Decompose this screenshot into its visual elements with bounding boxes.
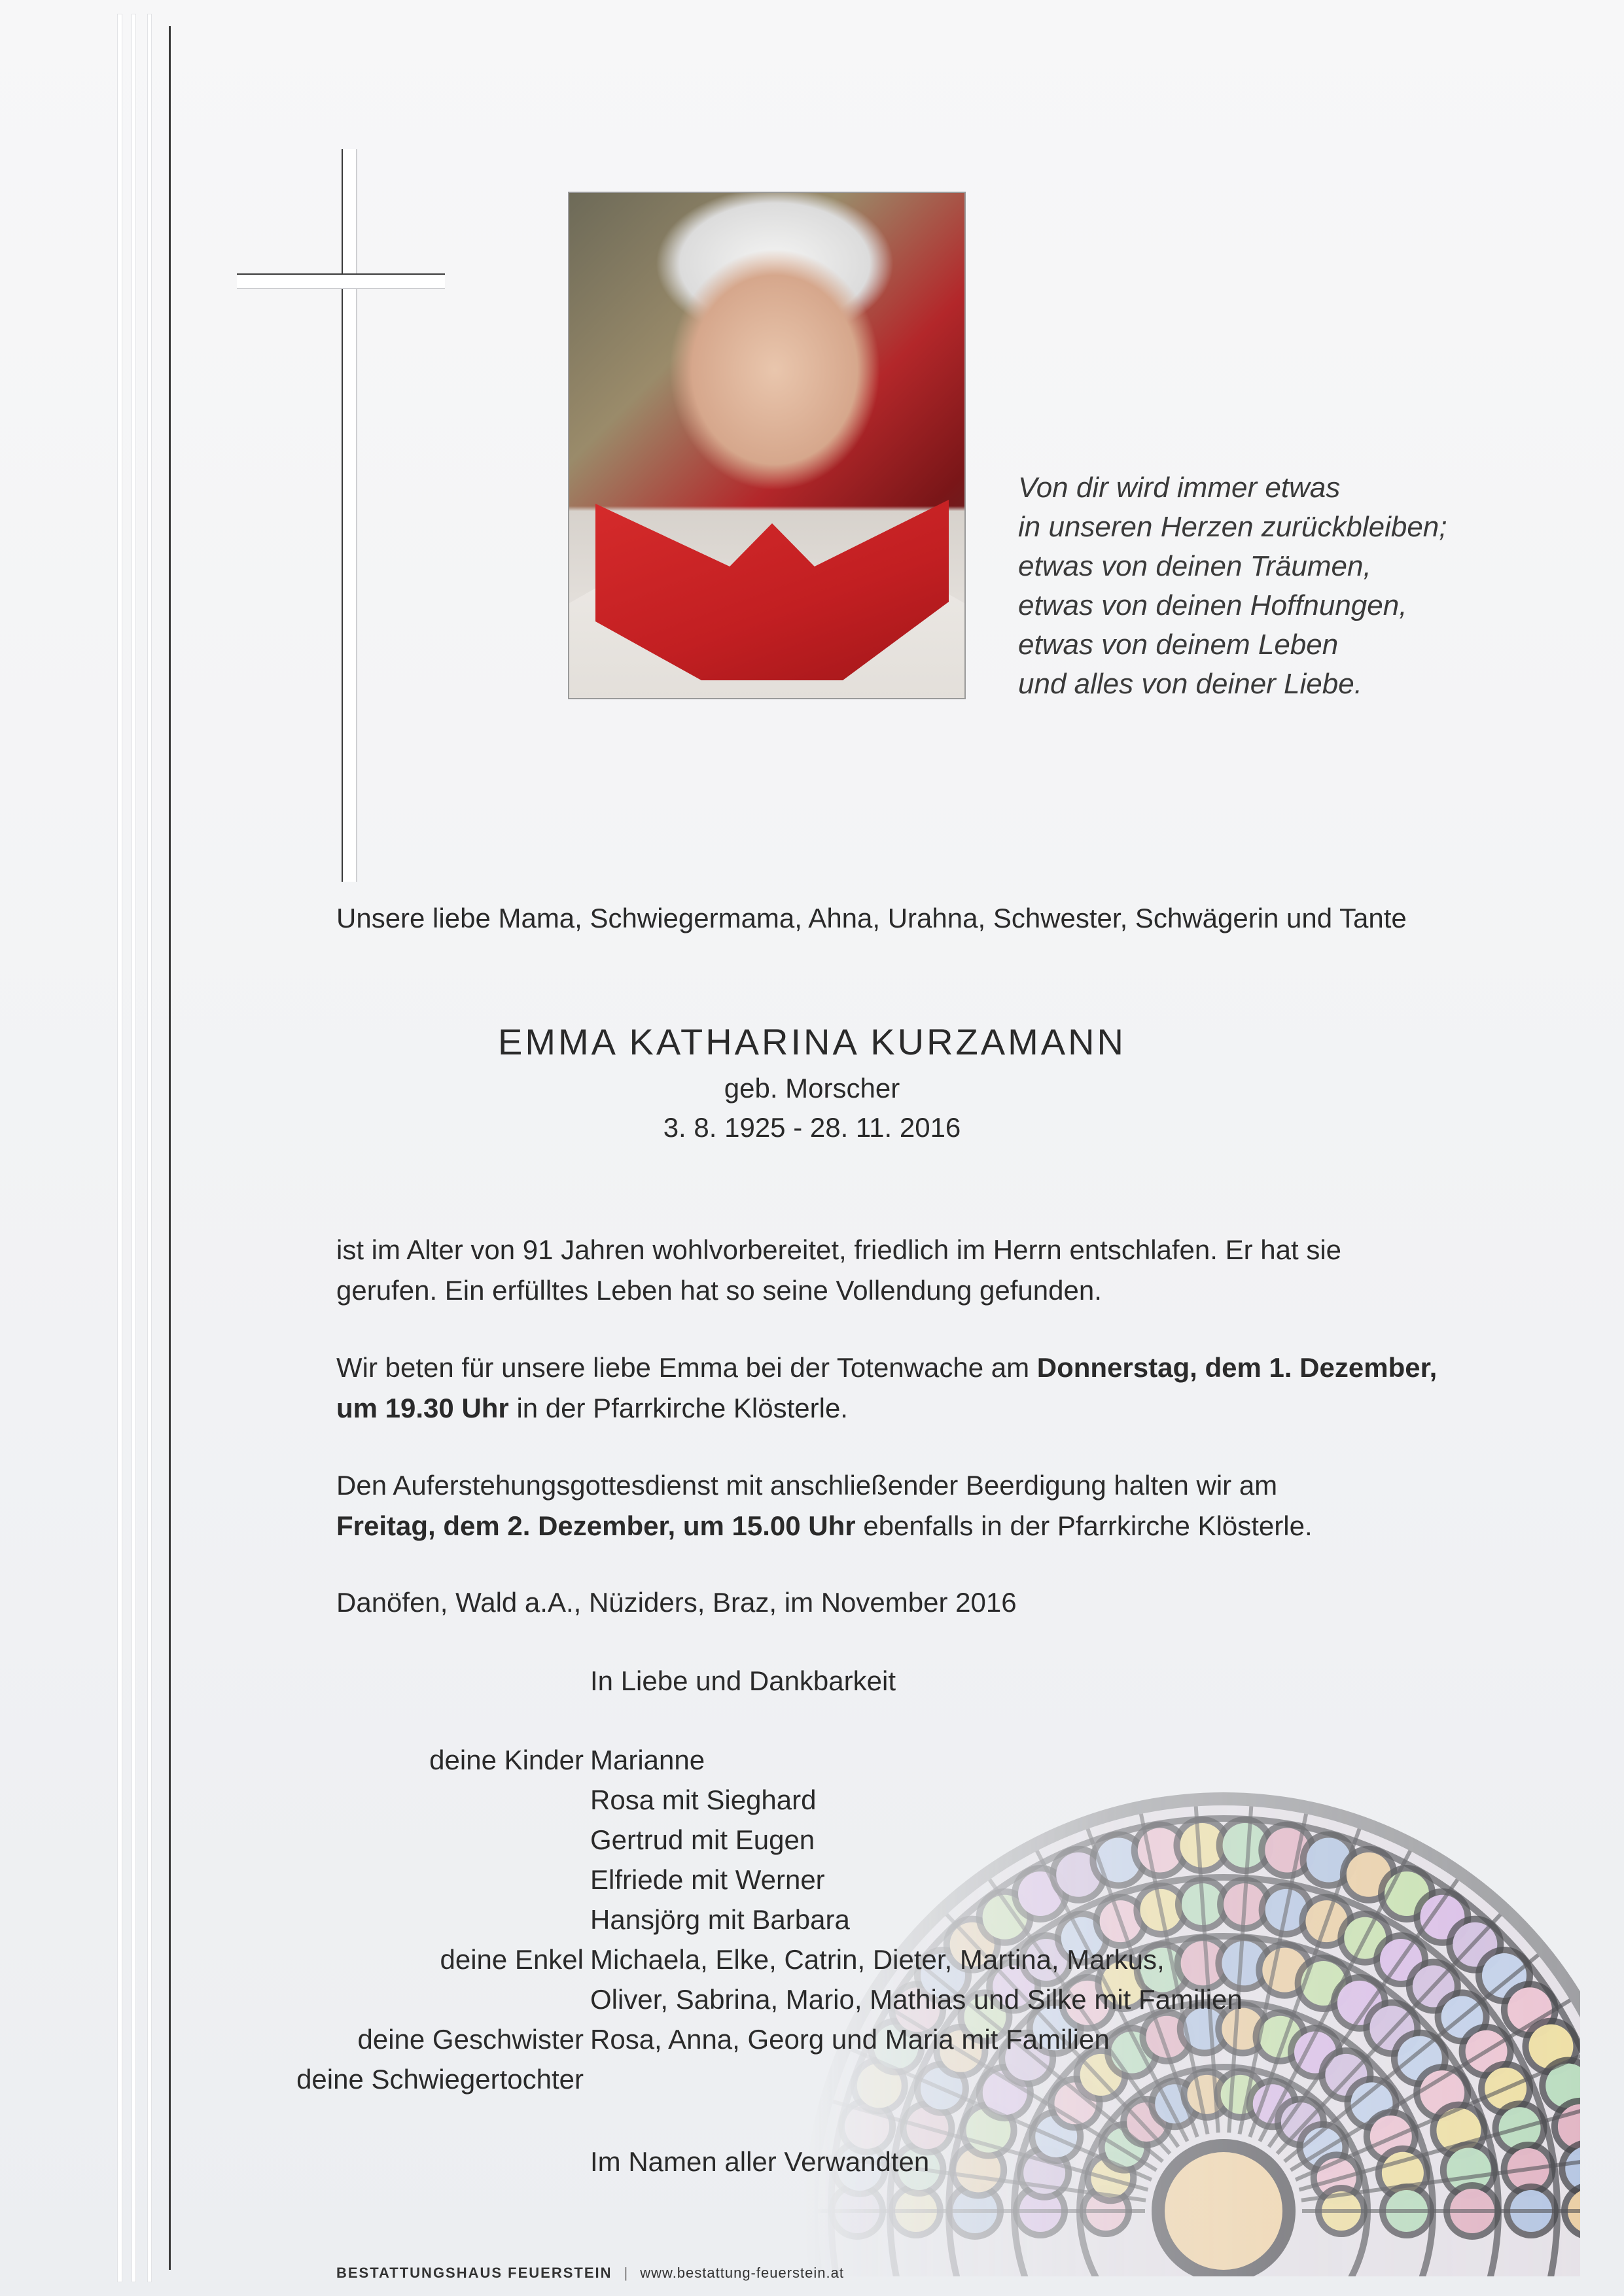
vigil-time: um 19.30 Uhr [336,1393,509,1423]
poem-line: etwas von deinem Leben [1018,629,1339,661]
family-names: Rosa, Anna, Georg und Maria mit Familien [590,2024,1110,2055]
family-relation: deine Kinder [429,1745,584,1775]
memorial-poem [1018,468,1476,704]
funeral-home-name: BESTATTUNGSHAUS FEUERSTEIN [336,2265,612,2281]
deceased-name: EMMA KATHARINA KURZAMANN [498,1021,1126,1062]
family-row [0,1740,1624,1780]
family-relation: deine Geschwister [357,2024,584,2055]
funeral-home-website: www.bestattung-feuerstein.at [640,2265,844,2281]
family-names: Oliver, Sabrina, Mario, Mathias und Silke mit Familien [590,1984,1243,2015]
footer-separator: | [624,2265,629,2281]
poem-line: in unseren Herzen zurückbleiben; [1018,511,1447,543]
family-row [0,1939,1624,1979]
family-relation: deine Enkel [440,1944,584,1975]
poem-line: Von dir wird immer etwas [1018,472,1341,504]
family-names: Marianne [590,1745,705,1775]
family-row [0,1860,1624,1900]
poem-line: etwas von deinen Hoffnungen, [1018,589,1407,621]
poem-line: und alles von deiner Liebe. [1018,668,1362,700]
family-names: Gertrud mit Eugen [590,1824,815,1855]
funeral-date-time: Freitag, dem 2. Dezember, um 15.00 Uhr [336,1510,856,1541]
family-names: Elfriede mit Werner [590,1864,825,1895]
place-and-date: Danöfen, Wald a.A., Nüziders, Braz, im November 2016 [336,1587,1017,1618]
closing-line: Im Namen aller Verwandten [590,2146,930,2177]
family-relation: deine Schwiegertochter [296,2064,584,2095]
family-names: Hansjörg mit Barbara [590,1904,850,1935]
footer [336,2265,844,2282]
life-dates: 3. 8. 1925 - 28. 11. 2016 [663,1112,961,1143]
family-list [0,1740,1624,2099]
family-row [0,2019,1624,2059]
family-row [0,2059,1624,2099]
family-row [0,1979,1624,2019]
family-row [0,1820,1624,1860]
cross-icon-vertical [342,149,357,882]
passing-paragraph: ist im Alter von 91 Jahren wohlvorbereitet, friedlich im Herrn entschlafen. Er hat sie gerufen. Ein erfülltes Leben hat so seine Vollendung gefunden. [336,1234,1342,1306]
family-row [0,1900,1624,1939]
family-names: Rosa mit Sieghard [590,1784,817,1815]
poem-line: etwas von deinen Träumen, [1018,550,1371,582]
family-row [0,1780,1624,1820]
funeral-paragraph: Den Auferstehungsgottesdienst mit anschließender Beerdigung halten wir am Freitag, dem 2. Dezember, um 15.00 Uhr ebenfalls in der Pfarrkirche Klösterle. [336,1470,1313,1541]
love-and-gratitude: In Liebe und Dankbarkeit [590,1665,896,1696]
relation-intro: Unsere liebe Mama, Schwiegermama, Ahna, Urahna, Schwester, Schwägerin und Tante [336,903,1407,933]
vigil-date: Donnerstag, dem 1. Dezember, [1036,1352,1438,1383]
birth-name: geb. Morscher [724,1073,900,1104]
family-names: Michaela, Elke, Catrin, Dieter, Martina, Markus, [590,1944,1165,1975]
vigil-paragraph: Wir beten für unsere liebe Emma bei der Totenwache am Donnerstag, dem 1. Dezember, um 19.30 Uhr in der Pfarrkirche Klösterle. [336,1352,1438,1423]
